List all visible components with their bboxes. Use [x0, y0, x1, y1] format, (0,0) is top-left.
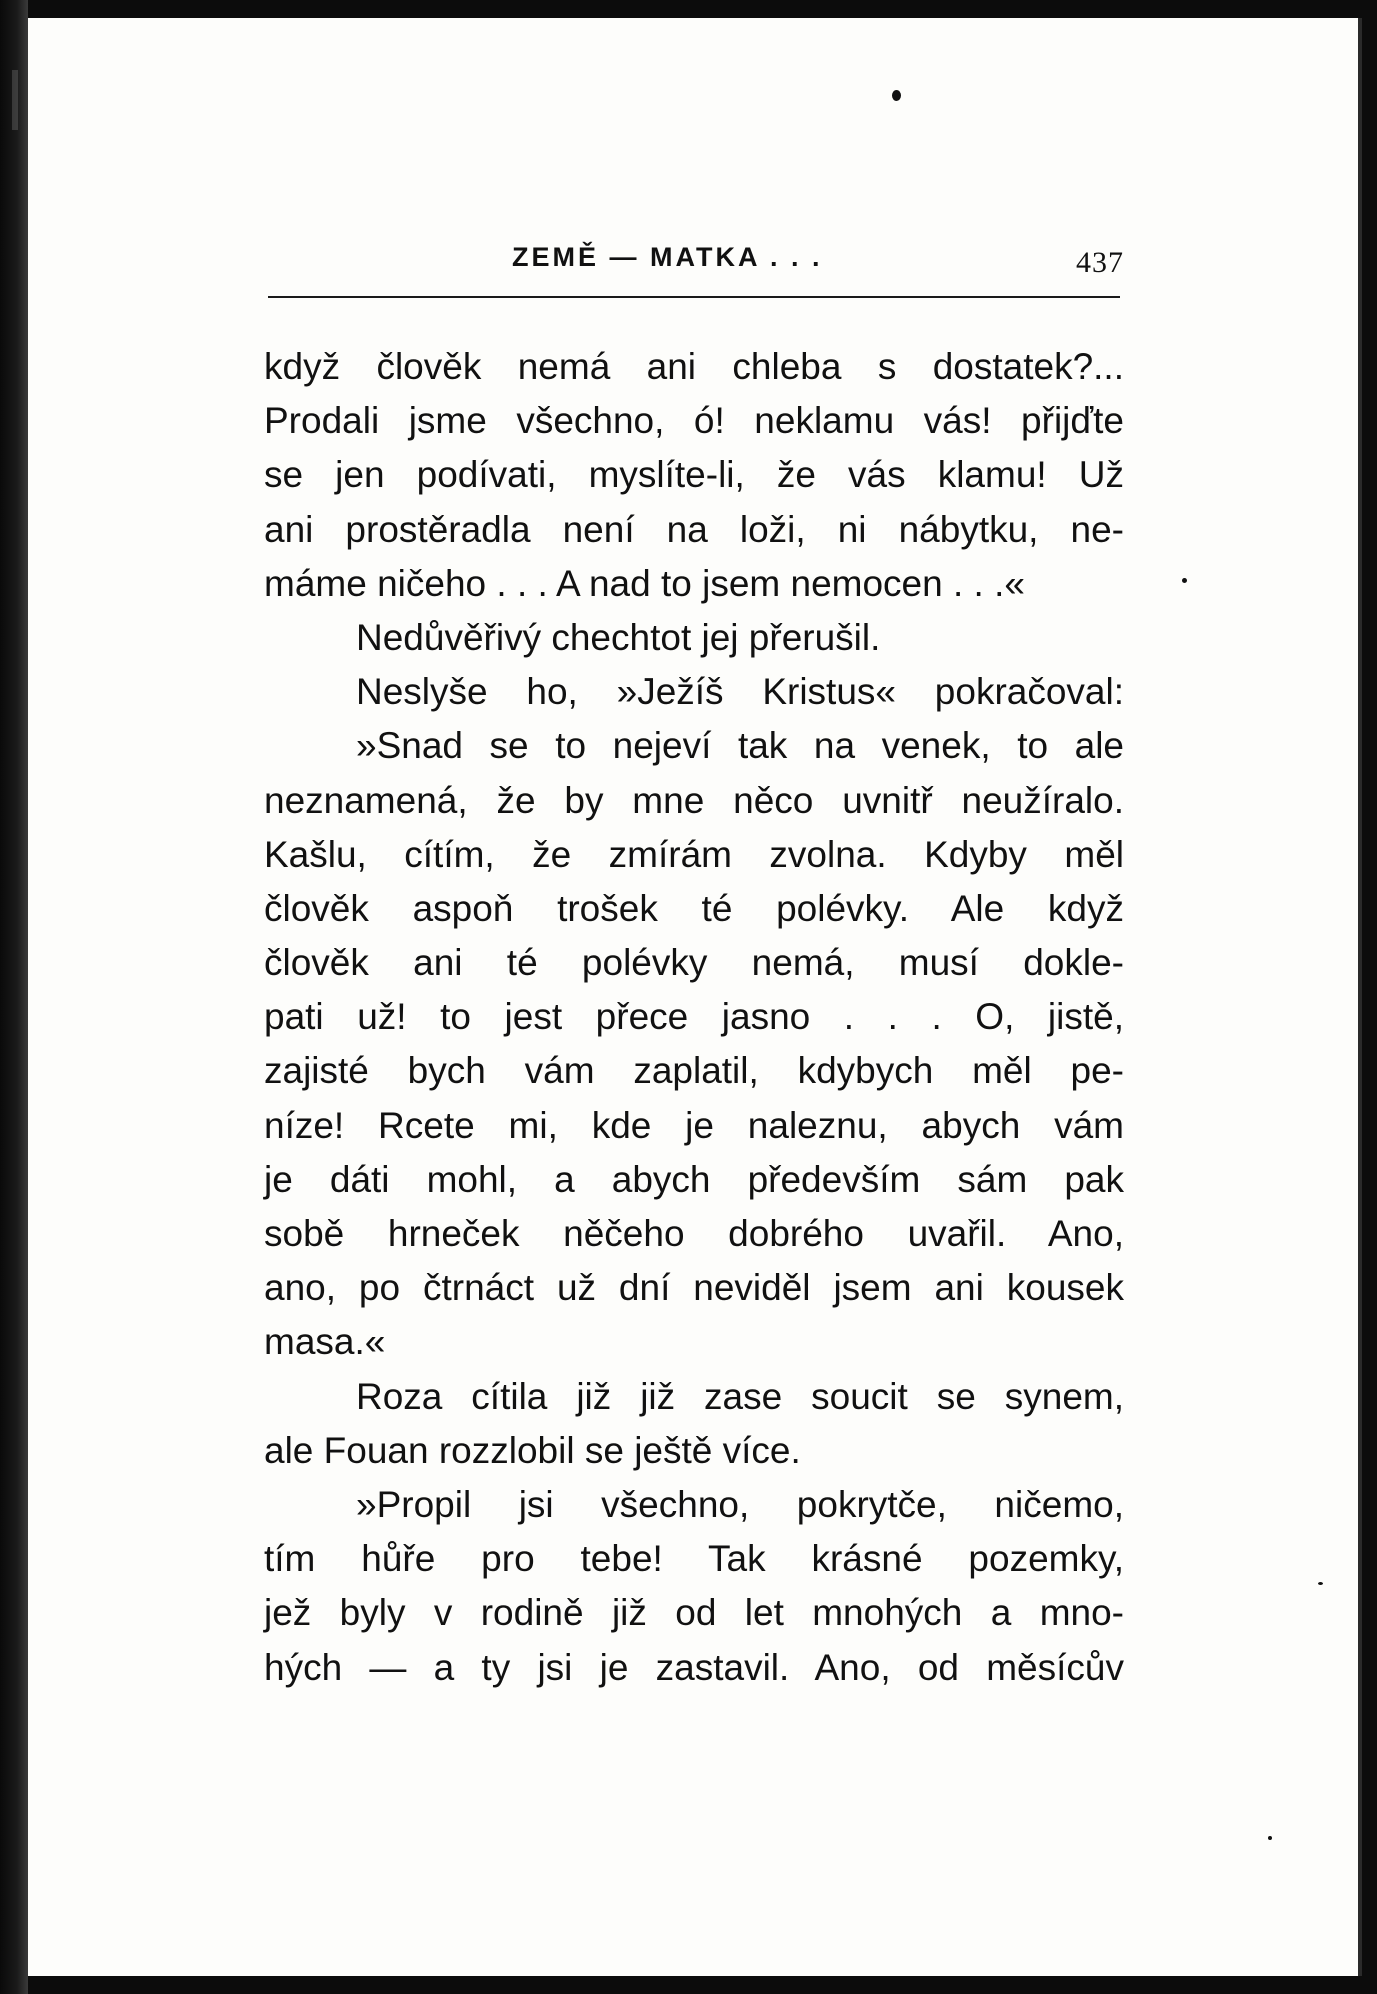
ink-speck — [1268, 1836, 1272, 1840]
text-line: Nedůvěřivý chechtot jej přerušil. — [356, 616, 881, 658]
text-line: níze! Rcete mi, kde je naleznu, abych vám — [264, 1104, 1124, 1146]
ink-speck — [1182, 578, 1187, 583]
running-header — [262, 232, 1124, 282]
text-line: se jen podívati, myslíte-li, že vás klamu! Už — [264, 454, 1124, 496]
text-line: masa.« — [264, 1321, 386, 1363]
text-line: ale Fouan rozzlobil se ještě více. — [264, 1429, 801, 1471]
text-line: Neslyše ho, »Ježíš Kristus« pokračoval: — [356, 671, 1124, 713]
binding-edge — [0, 0, 28, 1994]
text-line: »Propil jsi všechno, pokrytče, ničemo, — [356, 1483, 1124, 1525]
header-rule — [268, 296, 1120, 298]
text-line: Roza cítila již již zase soucit se synem, — [356, 1375, 1124, 1417]
text-line: ani prostěradla není na loži, ni nábytku, ne- — [264, 508, 1124, 550]
text-line: hých — a ty jsi je zastavil. Ano, od měsícův — [264, 1646, 1124, 1688]
binding-mark — [12, 70, 18, 130]
text-line: když člověk nemá ani chleba s dostatek?... — [264, 346, 1124, 387]
text-line: tím hůře pro tebe! Tak krásné pozemky, — [264, 1538, 1124, 1580]
running-title: ZEMĚ — MATKA . . . — [512, 242, 823, 272]
text-line: Prodali jsme všechno, ó! neklamu vás! přijďte — [264, 400, 1124, 442]
ink-speck — [892, 90, 901, 101]
text-line: »Snad se to nejeví tak na venek, to ale — [356, 725, 1124, 767]
text-line: Kašlu, cítím, že zmírám zvolna. Kdyby měl — [264, 833, 1124, 875]
text-line: jež byly v rodině již od let mnohých a mno- — [264, 1592, 1124, 1634]
ink-speck — [1318, 1582, 1323, 1585]
page-number: 437 — [1076, 246, 1124, 279]
text-line: neznamená, že by mne něco uvnitř neužíralo. — [264, 779, 1124, 821]
text-line: pati už! to jest přece jasno . . . O, jistě, — [264, 996, 1124, 1038]
text-line: máme ničeho . . . A nad to jsem nemocen . . .« — [264, 562, 1025, 604]
text-line: je dáti mohl, a abych především sám pak — [264, 1158, 1124, 1200]
text-line: sobě hrneček něčeho dobrého uvařil. Ano, — [264, 1213, 1124, 1254]
text-line: ano, po čtrnáct už dní neviděl jsem ani kousek — [264, 1267, 1124, 1309]
text-line: člověk aspoň trošek té polévky. Ale když — [264, 887, 1124, 929]
text-line: člověk ani té polévky nemá, musí dokle- — [264, 942, 1124, 984]
text-line: zajisté bych vám zaplatil, kdybych měl pe- — [264, 1050, 1124, 1092]
body-text — [264, 340, 1124, 1695]
